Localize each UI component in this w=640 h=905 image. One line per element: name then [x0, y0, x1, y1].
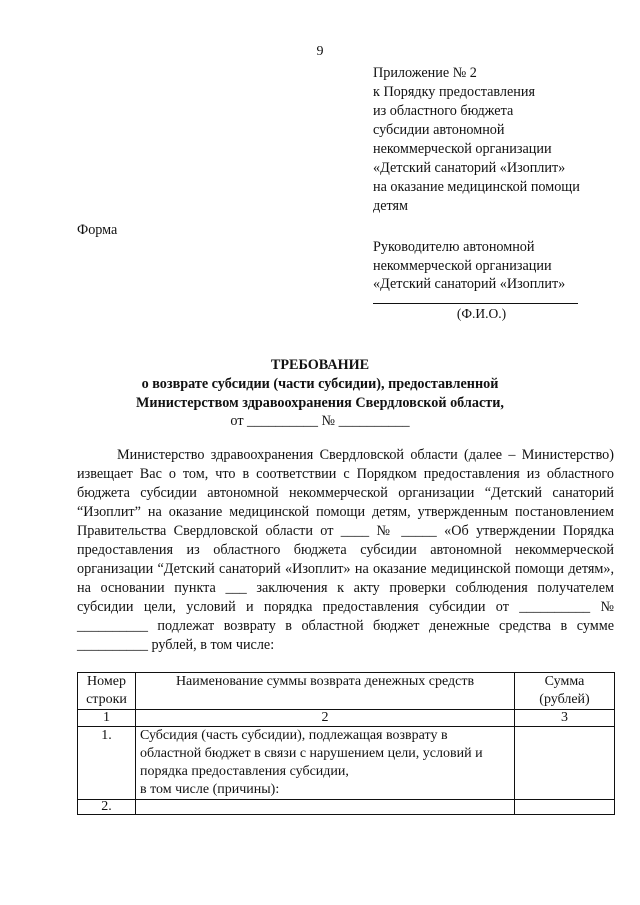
row-name-cell	[136, 727, 515, 800]
index-cell: 3	[515, 710, 615, 727]
row-name-cell[interactable]	[136, 800, 515, 815]
return-amounts-table	[77, 672, 615, 815]
addressee-line: Руководителю автономной	[373, 239, 535, 255]
appendix-line: «Детский санаторий «Изоплит»	[373, 160, 566, 176]
appendix-line: детям	[373, 198, 409, 214]
title-line-2: о возврате субсидии (части субсидии), предоставленной	[141, 376, 499, 392]
addressee-block	[373, 238, 565, 294]
header-row-number: Номер строки	[78, 673, 136, 710]
table-row	[78, 727, 615, 800]
index-cell: 2	[136, 710, 515, 727]
form-label: Форма	[77, 222, 118, 238]
header-amount-name: Наименование суммы возврата денежных средств	[136, 673, 515, 710]
table-row	[78, 800, 615, 815]
appendix-line: Приложение № 2	[373, 65, 477, 81]
row-amount-cell[interactable]	[515, 800, 615, 815]
row-number-cell: 1.	[78, 727, 136, 800]
body-paragraph: Министерство здравоохранения Свердловской области (далее – Министерство) извещает Вас о том, что в соответствии с Порядком предоставления из областного бюджета субсидии автономной некоммерческой организации “Детский санаторий “Изоплит” на оказание медицинской помощи детям, утвержденным постановлением Правительства Свердловской области от ____ № _____ «Об утверждении Порядка предоставления из областного бюджета субсидии автономной некоммерческой организации “Детский санаторий «Изоплит» на оказание медицинской помощи детям», на основании пункта ___ заключения к акту проверки соблюдения получателем субсидии цели, условий и порядка предоставления субсидии от __________ № __________ подлежат возврату в областной бюджет денежные средства в сумме __________ рублей, в том числе:	[77, 447, 614, 653]
addressee-line: «Детский санаторий «Изоплит»	[373, 276, 566, 292]
row-name-text: Субсидия (часть субсидии), подлежащая возврату в областной бюджет в связи с нарушением цели, условий и порядка предоставления субсидии,	[140, 728, 483, 779]
appendix-block	[373, 64, 580, 216]
appendix-line: к Порядку предоставления	[373, 84, 535, 100]
table-header-row	[78, 673, 615, 710]
table-index-row	[78, 710, 615, 727]
index-cell: 1	[78, 710, 136, 727]
addressee-line: некоммерческой организации	[373, 257, 552, 274]
title-date-number-line: от __________ № __________	[230, 413, 410, 429]
row-name-extra: в том числе (причины):	[140, 782, 280, 797]
appendix-line: субсидии автономной	[373, 122, 505, 138]
appendix-line: некоммерческой организации	[373, 141, 552, 157]
header-amount-sum: Сумма (рублей)	[515, 673, 615, 710]
title-line-3: Министерством здравоохранения Свердловской области,	[136, 395, 504, 411]
addressee-name-underline	[373, 303, 578, 304]
appendix-line: на оказание медицинской помощи	[373, 179, 580, 195]
page-number: 9	[316, 44, 324, 59]
title-heading: ТРЕБОВАНИЕ	[270, 357, 370, 373]
addressee-fio-caption: (Ф.И.О.)	[456, 306, 507, 321]
appendix-line: из областного бюджета	[373, 103, 514, 119]
row-number-cell: 2.	[78, 800, 136, 815]
document-title	[0, 356, 640, 413]
row-amount-cell[interactable]	[515, 727, 615, 800]
